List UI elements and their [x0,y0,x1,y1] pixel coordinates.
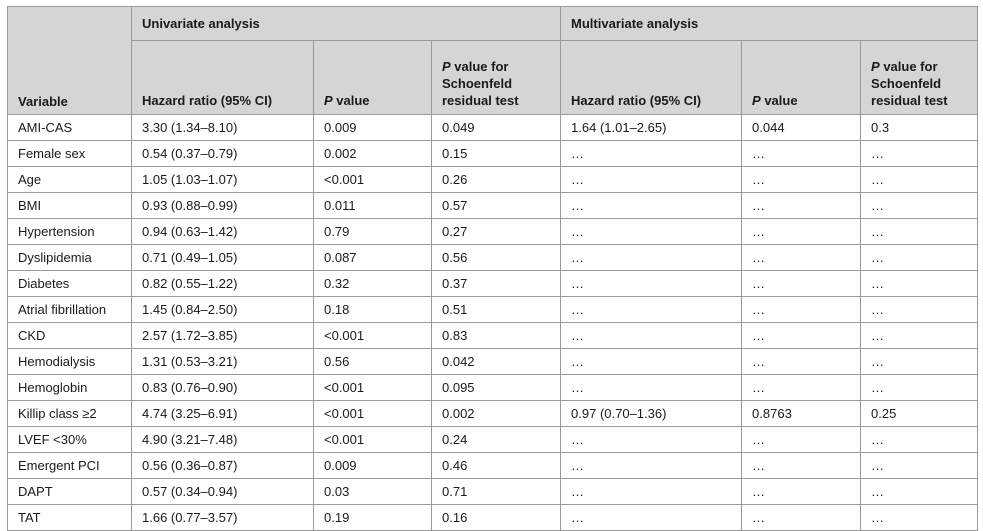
multivariate-schoenfeld-cell: … [861,427,978,453]
multivariate-schoenfeld-cell: … [861,479,978,505]
univariate-p-value-cell: <0.001 [314,427,432,453]
univariate-schoenfeld-cell: 0.37 [432,271,561,297]
univariate-p-value-cell: 0.03 [314,479,432,505]
multivariate-schoenfeld-cell: … [861,323,978,349]
variable-cell: Killip class ≥2 [8,401,132,427]
table-row [8,349,978,375]
univariate-p-value-cell: 0.087 [314,245,432,271]
multivariate-hazard-ratio-header: Hazard ratio (95% CI) [561,41,742,115]
multivariate-p-value-cell: … [742,297,861,323]
univariate-hazard-ratio-cell: 0.93 (0.88–0.99) [132,193,314,219]
univariate-schoenfeld-header [432,41,561,115]
p-value-label-rest: value [332,93,370,108]
univariate-schoenfeld-cell: 0.57 [432,193,561,219]
univariate-hazard-ratio-cell: 1.45 (0.84–2.50) [132,297,314,323]
variable-cell: CKD [8,323,132,349]
variable-cell: Emergent PCI [8,453,132,479]
multivariate-hazard-ratio-cell: 0.97 (0.70–1.36) [561,401,742,427]
multivariate-p-value-cell: … [742,193,861,219]
variable-cell: Hypertension [8,219,132,245]
variable-cell: BMI [8,193,132,219]
univariate-p-value-cell: 0.009 [314,115,432,141]
multivariate-hazard-ratio-cell: … [561,245,742,271]
univariate-p-value-cell: <0.001 [314,323,432,349]
table-row [8,245,978,271]
univariate-schoenfeld-cell: 0.26 [432,167,561,193]
multivariate-schoenfeld-cell: … [861,271,978,297]
multivariate-p-value-cell: … [742,505,861,531]
multivariate-hazard-ratio-cell: … [561,141,742,167]
univariate-schoenfeld-cell: 0.24 [432,427,561,453]
multivariate-schoenfeld-cell: … [861,505,978,531]
multivariate-p-value-cell: … [742,479,861,505]
table-row [8,427,978,453]
table-row [8,297,978,323]
univariate-p-value-cell: 0.18 [314,297,432,323]
univariate-schoenfeld-cell: 0.27 [432,219,561,245]
univariate-schoenfeld-cell: 0.71 [432,479,561,505]
univariate-hazard-ratio-cell: 0.56 (0.36–0.87) [132,453,314,479]
multivariate-hazard-ratio-cell: 1.64 (1.01–2.65) [561,115,742,141]
univariate-hazard-ratio-header: Hazard ratio (95% CI) [132,41,314,115]
multivariate-schoenfeld-cell: … [861,349,978,375]
table-row [8,141,978,167]
multivariate-hazard-ratio-cell: … [561,453,742,479]
p-italic-label: P [442,59,451,74]
multivariate-hazard-ratio-cell: … [561,323,742,349]
univariate-hazard-ratio-cell: 0.82 (0.55–1.22) [132,271,314,297]
table-row [8,453,978,479]
univariate-hazard-ratio-cell: 4.74 (3.25–6.91) [132,401,314,427]
header-column-row [8,41,978,115]
multivariate-schoenfeld-cell: … [861,453,978,479]
univariate-hazard-ratio-cell: 4.90 (3.21–7.48) [132,427,314,453]
univariate-hazard-ratio-cell: 0.71 (0.49–1.05) [132,245,314,271]
multivariate-p-value-cell: … [742,453,861,479]
multivariate-hazard-ratio-cell: … [561,349,742,375]
multivariate-schoenfeld-cell: … [861,219,978,245]
univariate-schoenfeld-cell: 0.83 [432,323,561,349]
univariate-hazard-ratio-cell: 3.30 (1.34–8.10) [132,115,314,141]
multivariate-schoenfeld-cell: 0.25 [861,401,978,427]
univariate-p-value-cell: <0.001 [314,167,432,193]
multivariate-p-value-cell: … [742,245,861,271]
variable-cell: Female sex [8,141,132,167]
p-italic-label: P [324,93,333,108]
multivariate-p-value-cell: … [742,219,861,245]
univariate-schoenfeld-cell: 0.095 [432,375,561,401]
univariate-schoenfeld-cell: 0.56 [432,245,561,271]
variable-cell: TAT [8,505,132,531]
univariate-schoenfeld-cell: 0.51 [432,297,561,323]
univariate-hazard-ratio-cell: 0.83 (0.76–0.90) [132,375,314,401]
table-row [8,219,978,245]
multivariate-p-value-cell: … [742,427,861,453]
table-row [8,167,978,193]
variable-cell: Atrial fibrillation [8,297,132,323]
multivariate-schoenfeld-cell: … [861,193,978,219]
multivariate-hazard-ratio-cell: … [561,297,742,323]
hazard-ratio-table [7,6,978,531]
univariate-p-value-cell: 0.32 [314,271,432,297]
univariate-hazard-ratio-cell: 1.66 (0.77–3.57) [132,505,314,531]
header-group-row [8,7,978,41]
univariate-p-value-cell: <0.001 [314,401,432,427]
multivariate-schoenfeld-cell: … [861,375,978,401]
univariate-hazard-ratio-cell: 0.57 (0.34–0.94) [132,479,314,505]
variable-cell: Hemoglobin [8,375,132,401]
univariate-p-value-cell: 0.011 [314,193,432,219]
multivariate-schoenfeld-header [861,41,978,115]
table-row [8,505,978,531]
multivariate-p-value-cell: … [742,375,861,401]
multivariate-schoenfeld-cell: 0.3 [861,115,978,141]
multivariate-p-value-cell: … [742,323,861,349]
multivariate-schoenfeld-cell: … [861,297,978,323]
multivariate-hazard-ratio-cell: … [561,219,742,245]
univariate-hazard-ratio-cell: 1.31 (0.53–3.21) [132,349,314,375]
univariate-p-value-cell: 0.79 [314,219,432,245]
univariate-hazard-ratio-cell: 2.57 (1.72–3.85) [132,323,314,349]
multivariate-p-value-cell: … [742,141,861,167]
variable-cell: Diabetes [8,271,132,297]
multivariate-schoenfeld-cell: … [861,167,978,193]
multivariate-hazard-ratio-cell: … [561,375,742,401]
univariate-hazard-ratio-cell: 0.94 (0.63–1.42) [132,219,314,245]
univariate-schoenfeld-cell: 0.042 [432,349,561,375]
univariate-schoenfeld-cell: 0.46 [432,453,561,479]
multivariate-group-header: Multivariate analysis [561,7,978,41]
table-header [8,7,978,115]
p-italic-label: P [752,93,761,108]
multivariate-schoenfeld-cell: … [861,141,978,167]
variable-cell: Hemodialysis [8,349,132,375]
univariate-schoenfeld-cell: 0.15 [432,141,561,167]
univariate-p-value-cell: 0.002 [314,141,432,167]
multivariate-p-value-cell: 0.044 [742,115,861,141]
multivariate-p-value-cell: … [742,271,861,297]
variable-cell: LVEF <30% [8,427,132,453]
univariate-p-value-cell: 0.19 [314,505,432,531]
univariate-hazard-ratio-cell: 1.05 (1.03–1.07) [132,167,314,193]
univariate-schoenfeld-cell: 0.049 [432,115,561,141]
schoenfeld-label-rest: value for Schoenfeld residual test [442,59,519,108]
univariate-p-value-cell: <0.001 [314,375,432,401]
p-value-label-rest: value [760,93,798,108]
univariate-group-header: Univariate analysis [132,7,561,41]
variable-column-header: Variable [8,7,132,115]
multivariate-p-value-cell: … [742,349,861,375]
multivariate-hazard-ratio-cell: … [561,271,742,297]
table-row [8,115,978,141]
table-row [8,479,978,505]
multivariate-hazard-ratio-cell: … [561,427,742,453]
variable-cell: Dyslipidemia [8,245,132,271]
table-row [8,375,978,401]
variable-cell: DAPT [8,479,132,505]
multivariate-hazard-ratio-cell: … [561,167,742,193]
table-row [8,323,978,349]
multivariate-schoenfeld-cell: … [861,245,978,271]
multivariate-hazard-ratio-cell: … [561,193,742,219]
table-row [8,401,978,427]
univariate-schoenfeld-cell: 0.002 [432,401,561,427]
univariate-p-value-cell: 0.009 [314,453,432,479]
variable-cell: Age [8,167,132,193]
multivariate-hazard-ratio-cell: … [561,479,742,505]
table-row [8,271,978,297]
multivariate-p-value-cell: … [742,167,861,193]
multivariate-p-value-cell: 0.8763 [742,401,861,427]
results-table-container [7,6,977,531]
variable-cell: AMI-CAS [8,115,132,141]
univariate-p-value-header [314,41,432,115]
table-body [8,115,978,531]
univariate-p-value-cell: 0.56 [314,349,432,375]
multivariate-hazard-ratio-cell: … [561,505,742,531]
p-italic-label: P [871,59,880,74]
schoenfeld-label-rest: value for Schoenfeld residual test [871,59,948,108]
table-row [8,193,978,219]
univariate-schoenfeld-cell: 0.16 [432,505,561,531]
multivariate-p-value-header [742,41,861,115]
univariate-hazard-ratio-cell: 0.54 (0.37–0.79) [132,141,314,167]
